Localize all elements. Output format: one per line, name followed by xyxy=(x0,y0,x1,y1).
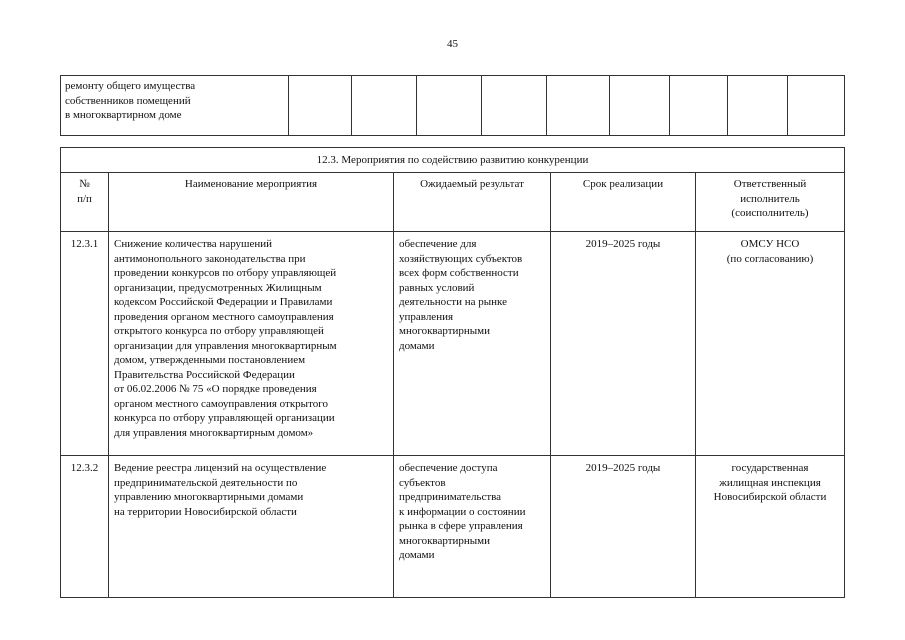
row-term: 2019–2025 годы xyxy=(551,456,696,598)
continued-cell-text: ремонту общего имущества собственников помещений в многоквартирном доме xyxy=(61,76,289,136)
continued-table xyxy=(60,75,845,136)
table-row xyxy=(61,232,845,456)
row-num: 12.3.2 xyxy=(61,456,109,598)
header-name: Наименование мероприятия xyxy=(109,173,394,232)
section-title: 12.3. Мероприятия по содействию развитию конкуренции xyxy=(61,148,845,173)
empty-cell xyxy=(547,76,610,136)
empty-cell xyxy=(482,76,547,136)
table-row xyxy=(61,456,845,598)
row-num: 12.3.1 xyxy=(61,232,109,456)
table-row xyxy=(61,76,845,136)
header-term: Срок реализации xyxy=(551,173,696,232)
competition-measures-table xyxy=(60,147,845,598)
empty-cell xyxy=(670,76,728,136)
row-name: Ведение реестра лицензий на осуществление предпринимательской деятельности по управлению многоквартирными домами на территории Новосибирской области xyxy=(109,456,394,598)
empty-cell xyxy=(289,76,352,136)
header-executor: Ответственный исполнитель (соисполнитель) xyxy=(696,173,845,232)
page-number: 45 xyxy=(447,38,458,50)
row-executor: государственная жилищная инспекция Новосибирской области xyxy=(696,456,845,598)
header-row xyxy=(61,173,845,232)
empty-cell xyxy=(610,76,670,136)
empty-cell xyxy=(728,76,788,136)
empty-cell xyxy=(352,76,417,136)
empty-cell xyxy=(788,76,845,136)
section-title-row xyxy=(61,148,845,173)
header-result: Ожидаемый результат xyxy=(394,173,551,232)
row-result: обеспечение для хозяйствующих субъектов всех форм собственности равных условий деятельности на рынке управления многоквартирными домами xyxy=(394,232,551,456)
row-executor: ОМСУ НСО (по согласованию) xyxy=(696,232,845,456)
row-name: Снижение количества нарушений антимонопольного законодательства при проведении конкурсов по отбору управляющей организации, предусмотренных Жилищным кодексом Российской Федерации и Правилами проведения органом местного самоуправления открытого конкурса по отбору управляющей организации для управления многоквартирным домом, утвержденными постановлением Правительства Российской Федерации от 06.02.2006 № 75 «О порядке проведения органом местного самоуправления открытого конкурса по отбору управляющей организации для управления многоквартирным домом» xyxy=(109,232,394,456)
header-num: № п/п xyxy=(61,173,109,232)
row-result: обеспечение доступа субъектов предпринимательства к информации о состоянии рынка в сфере управления многоквартирными домами xyxy=(394,456,551,598)
row-term: 2019–2025 годы xyxy=(551,232,696,456)
empty-cell xyxy=(417,76,482,136)
